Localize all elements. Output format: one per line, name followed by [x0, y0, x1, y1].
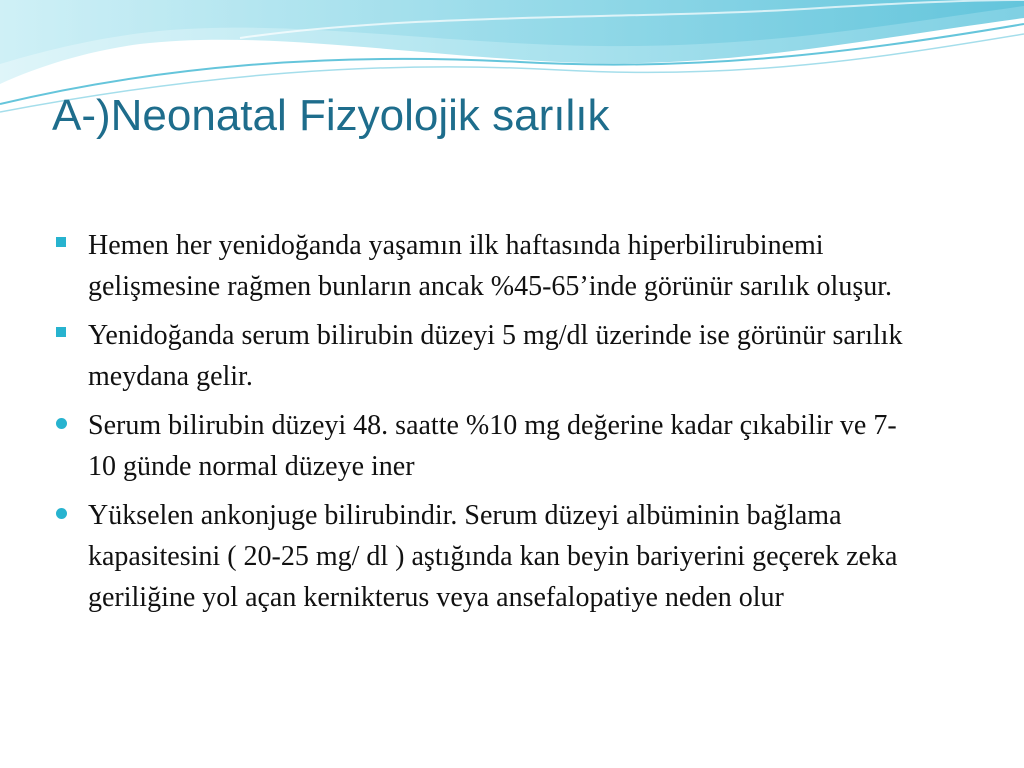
bullet-item [56, 405, 916, 487]
slide-body [56, 225, 916, 626]
bullet-text: Yükselen ankonjuge bilirubindir. Serum düzeyi albüminin bağlama kapasitesini ( 20-25 mg/ dl ) aştığında kan beyin bariyerini geçerek zeka geriliğine yol açan kernikterus veya ansefalopatiye neden olur [88, 500, 898, 613]
slide-title: A-)Neonatal Fizyolojik sarılık [52, 91, 610, 140]
bullet-item [56, 315, 916, 397]
bullet-text: Yenidoğanda serum bilirubin düzeyi 5 mg/dl üzerinde ise görünür sarılık meydana gelir. [88, 320, 903, 392]
bullet-list [56, 225, 916, 618]
circle-bullet-icon [56, 418, 67, 429]
bullet-text: Hemen her yenidoğanda yaşamın ilk haftasında hiperbilirubinemi gelişmesine rağmen bunların ancak %45-65’inde görünür sarılık oluşur. [88, 230, 893, 302]
bullet-item [56, 225, 916, 307]
bullet-item [56, 495, 916, 618]
bullet-text: Serum bilirubin düzeyi 48. saatte %10 mg değerine kadar çıkabilir ve 7-10 günde normal düzeye iner [88, 410, 897, 482]
circle-bullet-icon [56, 508, 67, 519]
square-bullet-icon [56, 237, 66, 247]
square-bullet-icon [56, 327, 66, 337]
